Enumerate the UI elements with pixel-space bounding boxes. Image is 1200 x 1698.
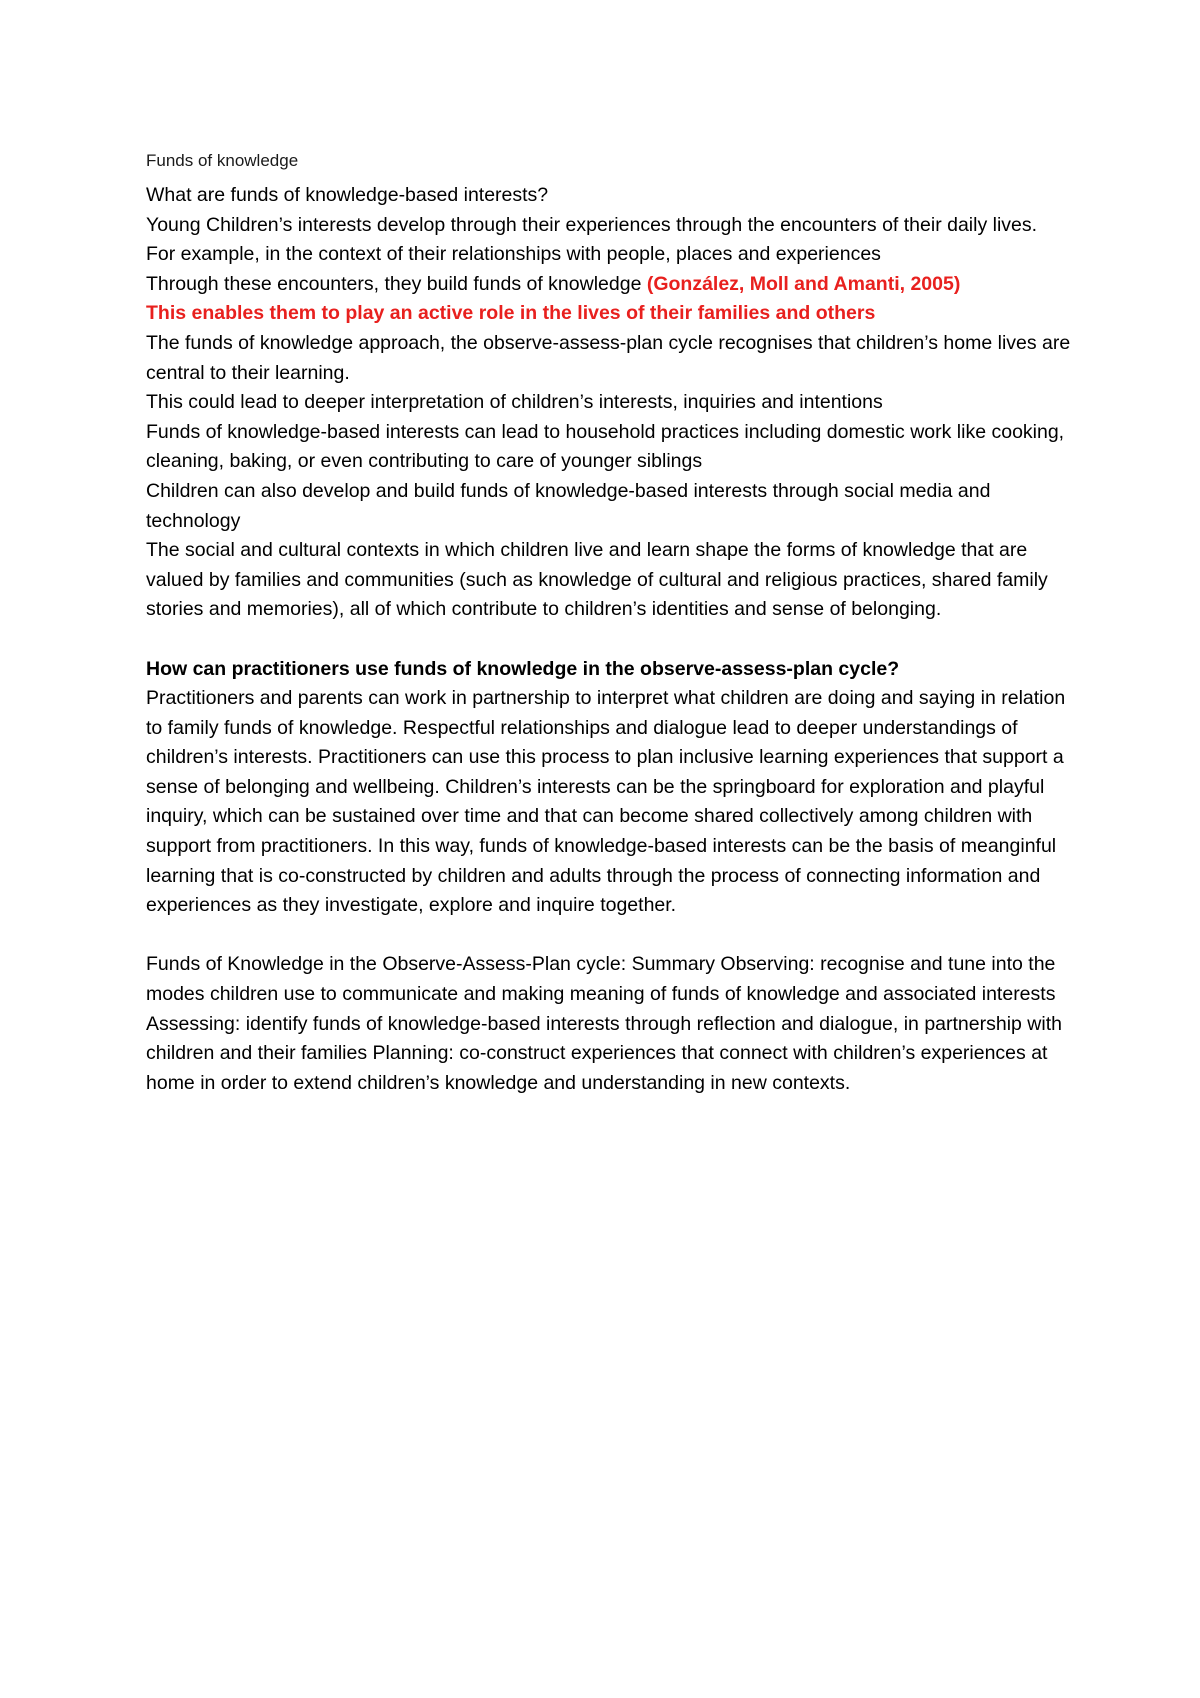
document-body [146, 150, 1086, 1098]
encounters-text: Through these encounters, they build funds of knowledge [146, 272, 647, 295]
section1-more-line-2: This could lead to deeper interpretation of children’s interests, inquiries and intentions [146, 391, 883, 414]
section2-body: Practitioners and parents can work in partnership to interpret what children are doing and saying in relation to family funds of knowledge. Respectful relationships and dialogue lead to deeper understandings of children’s interests. Practitioners can use this process to plan inclusive learning experiences that support a sense of belonging and wellbeing. Children’s interests can be the springboard for exploration and playful inquiry, which can be sustained over time and that can become shared collectively among children with support from practitioners. In this way, funds of knowledge-based interests can be the basis of meanginful learning that is co-constructed by children and adults through the process of connecting information and experiences as they investigate, explore and inquire together. [146, 687, 1066, 917]
section1-encounters-line [146, 270, 1086, 300]
section2-heading: How can practitioners use funds of knowledge in the observe-assess-plan cycle? [146, 657, 900, 680]
document-title: Funds of knowledge [146, 151, 299, 170]
section1-more-line-1: The funds of knowledge approach, the observe-assess-plan cycle recognises that children’s home lives are central to their learning. [146, 331, 1071, 384]
section3-summary: Funds of Knowledge in the Observe-Assess-Plan cycle: Summary Observing: recognise and tune into the modes children use to communicate and making meaning of funds of knowledge and associated interests Assessing: identify funds of knowledge-based interests through reflection and dialogue, in partnership with children and their families Planning: co-construct experiences that connect with children’s experiences at home in order to extend children’s knowledge and understanding in new contexts. [146, 953, 1062, 1094]
section1-question: What are funds of knowledge-based interests? [146, 184, 549, 206]
paragraph-gap [146, 625, 1086, 655]
section1-more-line-5: The social and cultural contexts in which children live and learn shape the forms of knowledge that are valued by families and communities (such as knowledge of cultural and religious practices, shared family stories and memories), all of which contribute to children’s identities and sense of belonging. [146, 539, 1048, 621]
paragraph-gap [146, 921, 1086, 951]
section1-line-1: Young Children’s interests develop through their experiences through the encounters of their daily lives. [146, 213, 1038, 236]
highlight-statement: This enables them to play an active role in the lives of their families and others [146, 302, 876, 325]
section1-more-line-4: Children can also develop and build funds of knowledge-based interests through social media and technology [146, 479, 991, 532]
section1-line-2: For example, in the context of their relationships with people, places and experiences [146, 243, 881, 266]
citation: (González, Moll and Amanti, 2005) [646, 272, 961, 295]
section1-more-line-3: Funds of knowledge-based interests can lead to household practices including domestic work like cooking, cleaning, baking, or even contributing to care of younger siblings [146, 420, 1065, 473]
